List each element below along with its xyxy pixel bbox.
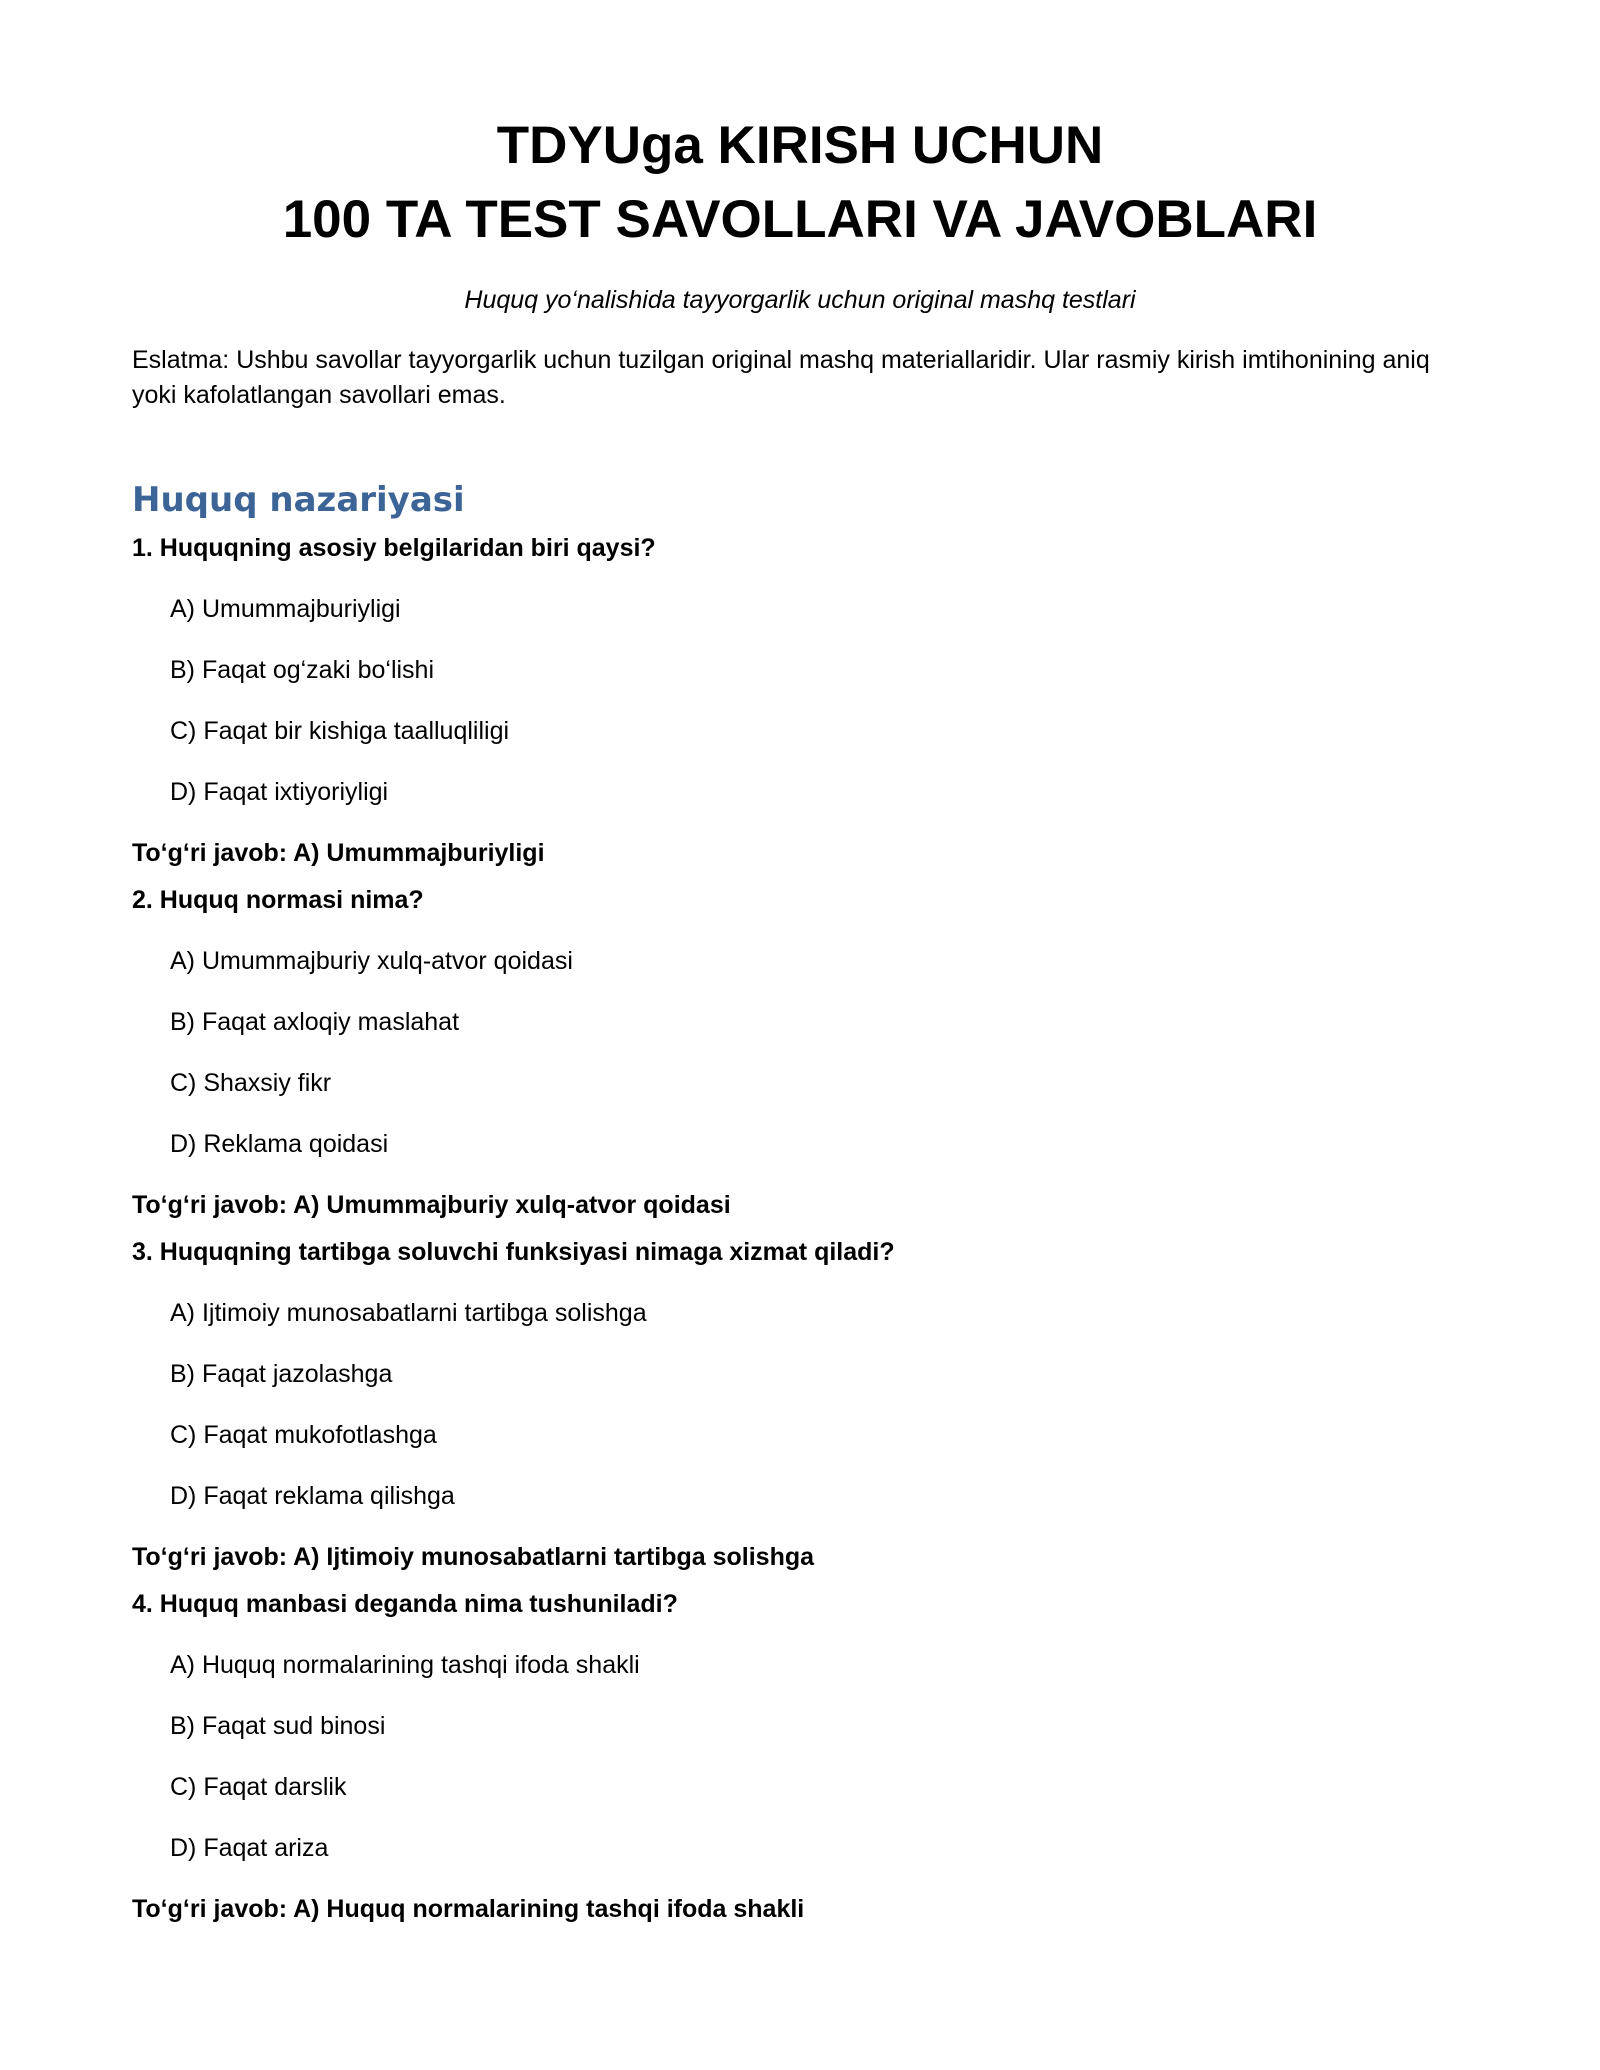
options-list xyxy=(132,592,1472,809)
document-title-line-1: TDYUga KIRISH UCHUN xyxy=(496,116,1104,175)
option-a: A) Umummajburiy xulq-atvor qoidasi xyxy=(170,947,573,975)
correct-answer: To‘g‘ri javob: A) Umummajburiy xulq-atvor qoidasi xyxy=(132,1191,731,1219)
option-d: D) Faqat ariza xyxy=(170,1834,329,1862)
options-list xyxy=(132,1648,1472,1865)
option-d: D) Faqat reklama qilishga xyxy=(170,1482,455,1510)
question-text: 4. Huquq manbasi deganda nima tushuniladi? xyxy=(132,1590,678,1618)
question-block-1 xyxy=(132,531,1472,870)
option-b: B) Faqat og‘zaki bo‘lishi xyxy=(170,656,435,684)
option-a: A) Umummajburiyligi xyxy=(170,595,401,623)
option-a: A) Huquq normalarining tashqi ifoda shakli xyxy=(170,1651,640,1679)
correct-answer: To‘g‘ri javob: A) Ijtimoiy munosabatlarni tartibga solishga xyxy=(132,1543,815,1571)
options-list xyxy=(132,944,1472,1161)
correct-answer: To‘g‘ri javob: A) Huquq normalarining tashqi ifoda shakli xyxy=(132,1895,805,1923)
correct-answer: To‘g‘ri javob: A) Umummajburiyligi xyxy=(132,839,545,867)
question-text: 2. Huquq normasi nima? xyxy=(132,886,424,914)
option-c: C) Faqat mukofotlashga xyxy=(170,1421,437,1449)
option-c: C) Faqat darslik xyxy=(170,1773,347,1801)
option-c: C) Shaxsiy fikr xyxy=(170,1069,332,1097)
document-subtitle: Huquq yo‘nalishida tayyorgarlik uchun original mashq testlari xyxy=(464,286,1136,314)
section-heading: Huquq nazariyasi xyxy=(132,480,465,520)
option-b: B) Faqat axloqiy maslahat xyxy=(170,1008,460,1036)
question-block-3 xyxy=(132,1235,1472,1574)
question-block-4 xyxy=(132,1587,1472,1926)
option-c: C) Faqat bir kishiga taalluqliligi xyxy=(170,717,510,745)
question-block-2 xyxy=(132,883,1472,1222)
option-d: D) Reklama qoidasi xyxy=(170,1130,389,1158)
question-text: 1. Huquqning asosiy belgilaridan biri qaysi? xyxy=(132,534,656,562)
option-b: B) Faqat jazolashga xyxy=(170,1360,393,1388)
option-a: A) Ijtimoiy munosabatlarni tartibga solishga xyxy=(170,1299,647,1327)
disclaimer-note: Eslatma: Ushbu savollar tayyorgarlik uchun tuzilgan original mashq materiallaridir. Ular rasmiy kirish imtihonining aniq yoki kafolatlangan savollari emas. xyxy=(132,346,1430,409)
options-list xyxy=(132,1296,1472,1513)
option-b: B) Faqat sud binosi xyxy=(170,1712,386,1740)
option-d: D) Faqat ixtiyoriyligi xyxy=(170,778,389,806)
question-text: 3. Huquqning tartibga soluvchi funksiyasi nimaga xizmat qiladi? xyxy=(132,1238,895,1266)
document-title-line-2: 100 TA TEST SAVOLLARI VA JAVOBLARI xyxy=(282,190,1318,249)
